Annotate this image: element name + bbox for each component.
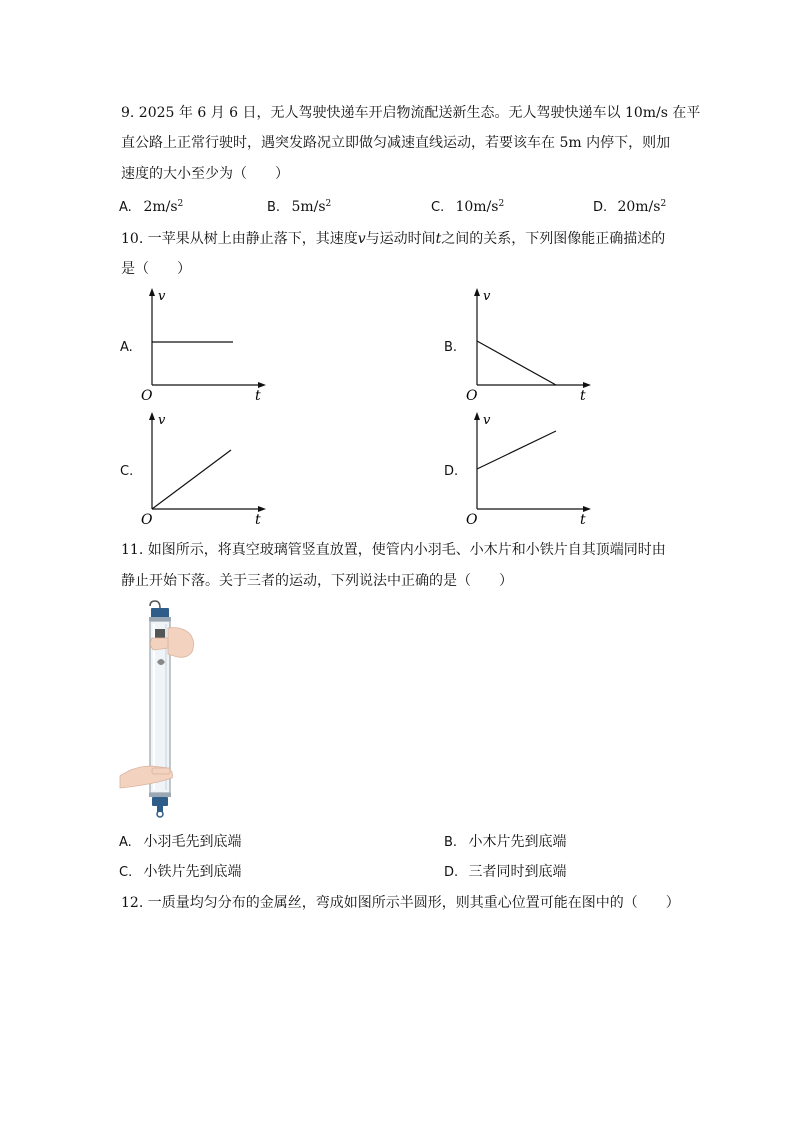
option-label: D. — [444, 865, 459, 880]
option-value: 20m/s — [617, 199, 661, 215]
var-v: v — [357, 231, 366, 247]
graph-b[interactable] — [463, 286, 595, 404]
q11-option-c[interactable] — [119, 863, 241, 882]
graph-d[interactable] — [463, 410, 595, 528]
q9-option-b[interactable] — [267, 198, 331, 217]
option-exponent: 2 — [660, 199, 667, 209]
option-value: 三者同时到底端 — [468, 864, 567, 880]
graph-d-y-axis: v — [483, 413, 491, 428]
graph-b-origin: O — [466, 388, 478, 404]
graph-a-y-axis: v — [158, 289, 166, 304]
graph-a-label[interactable]: A. — [120, 340, 133, 355]
q9-option-a[interactable] — [119, 198, 183, 217]
graph-a-x-axis: t — [255, 388, 261, 404]
q9-stem-line-1: 9. 2025 年 6 月 6 日，无人驾驶快递车开启物流配送新生态。无人驾驶快递车以 10m/s 在平 — [121, 105, 701, 121]
graph-c-line — [152, 450, 231, 509]
graph-c-label[interactable]: C. — [120, 464, 134, 479]
option-value: 小铁片先到底端 — [143, 864, 242, 880]
option-exponent: 2 — [498, 199, 505, 209]
q11-stem-line-2: 静止开始下落。关于三者的运动，下列说法中正确的是（ ） — [121, 573, 513, 589]
q9-option-d[interactable] — [593, 198, 666, 217]
q10-stem-part: 与运动时间 — [365, 231, 436, 247]
graph-c[interactable] — [138, 410, 270, 528]
option-label: B. — [267, 200, 281, 215]
option-value: 5m/s — [291, 199, 326, 215]
option-value: 小羽毛先到底端 — [143, 834, 242, 850]
var-t: t — [435, 231, 442, 247]
option-value: 2m/s — [143, 199, 178, 215]
q11-option-b[interactable] — [444, 833, 566, 852]
q9-stem-line-2: 直公路上正常行驶时，遇突发路况立即做匀减速直线运动，若要该车在 5m 内停下，则加 — [121, 135, 671, 151]
graph-d-label[interactable]: D. — [444, 464, 459, 479]
graph-c-x-axis: t — [255, 512, 261, 528]
option-label: C. — [431, 200, 445, 215]
graph-b-y-axis: v — [483, 289, 491, 304]
option-label: B. — [444, 835, 458, 850]
option-label: D. — [593, 200, 608, 215]
graph-c-y-axis: v — [158, 413, 166, 428]
graph-a[interactable] — [138, 286, 270, 404]
q11-option-a[interactable] — [119, 833, 241, 852]
graph-b-label[interactable]: B. — [444, 340, 458, 355]
option-value: 小木片先到底端 — [468, 834, 567, 850]
option-label: C. — [119, 865, 133, 880]
graph-a-origin: O — [141, 388, 153, 404]
q10-stem-line-1 — [121, 230, 665, 248]
q12-stem-line-1: 12. 一质量均匀分布的金属丝，弯成如图所示半圆形，则其重心位置可能在图中的（ ） — [121, 895, 680, 911]
graph-c-origin: O — [141, 512, 153, 528]
graph-d-origin: O — [466, 512, 478, 528]
q10-stem-part: 之间的关系，下列图像能正确描述的 — [441, 231, 666, 247]
graph-d-line — [477, 431, 556, 469]
option-label: A. — [119, 835, 132, 850]
option-label: A. — [119, 200, 132, 215]
option-value: 10m/s — [455, 199, 499, 215]
q11-stem-line-1: 11. 如图所示，将真空玻璃管竖直放置，使管内小羽毛、小木片和小铁片自其顶端同时由 — [121, 542, 666, 558]
q10-stem-line-2: 是（ ） — [121, 261, 191, 277]
vacuum-tube-illustration — [118, 598, 198, 820]
q9-option-c[interactable] — [431, 198, 504, 217]
graph-b-line — [477, 341, 556, 385]
option-exponent: 2 — [325, 199, 332, 209]
q9-stem-line-3: 速度的大小至少为（ ） — [121, 166, 289, 182]
option-exponent: 2 — [177, 199, 184, 209]
q11-option-d[interactable] — [444, 863, 566, 882]
q10-stem-part: 10. 一苹果从树上由静止落下，其速度 — [121, 231, 358, 247]
graph-d-x-axis: t — [580, 512, 586, 528]
graph-b-x-axis: t — [580, 388, 586, 404]
